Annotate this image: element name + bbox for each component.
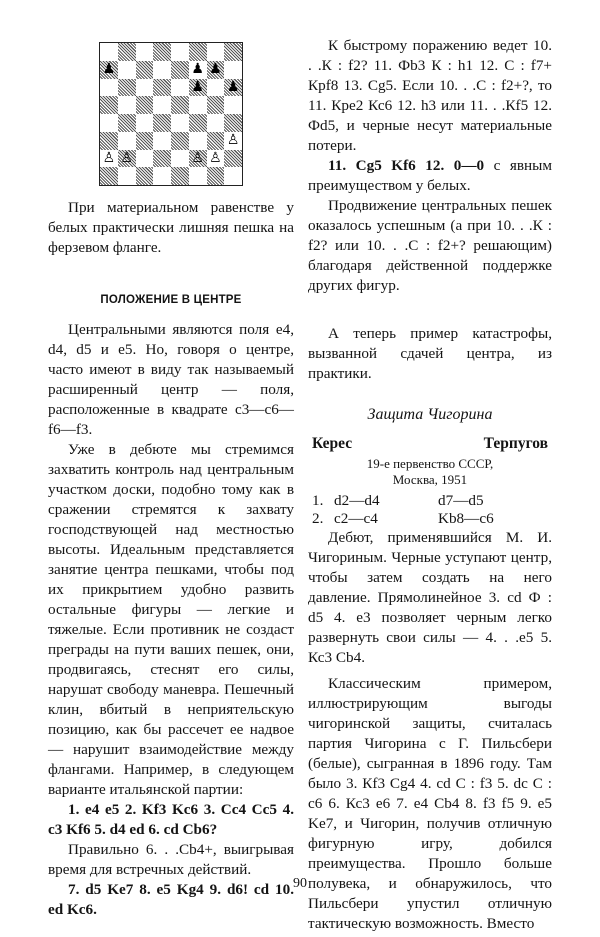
section-heading: ПОЛОЖЕНИЕ В ЦЕНТРЕ [100, 294, 242, 306]
right-column [308, 36, 552, 934]
board-square [118, 96, 136, 114]
paragraph: Правильно 6. . .Cb4+, выигрывая время для встречных действий. [48, 841, 294, 878]
diagram-caption: При материальном равенстве у белых практически лишняя пешка на ферзевом фланге. [48, 199, 294, 256]
board-square [171, 79, 189, 97]
white-pawn-icon: ♙ [209, 149, 222, 166]
move-number: 2. [312, 510, 324, 527]
board-square [153, 61, 171, 79]
board-square [136, 132, 154, 150]
board-square [171, 114, 189, 132]
board-square [207, 96, 225, 114]
left-column [48, 36, 294, 920]
white-pawn-icon: ♙ [120, 149, 133, 166]
board-square [189, 96, 207, 114]
board-square [189, 132, 207, 150]
board-square [207, 167, 225, 185]
players-row [308, 434, 552, 454]
white-pawn-icon: ♙ [102, 149, 116, 166]
board-square [189, 114, 207, 132]
move-line: 7. d5 Ke7 8. e5 Kg4 9. d6! cd 10. ed Kc6. [48, 881, 294, 918]
black-move: d7—d5 [438, 492, 484, 509]
board-square [118, 114, 136, 132]
opening-title: Защита Чигорина [367, 406, 493, 423]
board-square [136, 79, 154, 97]
black-player: Терпугов [483, 435, 548, 452]
white-move: d2—d4 [334, 492, 380, 509]
white-pawn-icon: ♙ [191, 149, 204, 166]
board-square [207, 79, 225, 97]
white-pawn-icon: ♙ [226, 131, 240, 148]
paragraph: Классическим примером, иллюстрирующим выгоды чигоринской защиты, считалась партия Чигорина с Г. Пильсбери (белые), сыгранная в 1896 году. Там было 3. Кf3 Cg4 4. cd С : f3 5. dc С : c6 6. Кс3 e6 7. e4 Cb4 8. f3 f5 9. e5 Ke7, и Чигорин, получив отличную фигурную игру, добился преимущества. Прошло больше полувека, и обнаружилось, что Пильсбери упустил отличную тактическую возможность. Вместо [308, 675, 552, 932]
board-square [207, 43, 225, 61]
board-square [100, 132, 118, 150]
board-square [171, 43, 189, 61]
move-line: 1. e4 e5 2. Kf3 Kc6 3. Cc4 Cc5 4. c3 Kf6 5. d4 ed 6. cd Cb6? [48, 801, 294, 838]
board-square [153, 167, 171, 185]
black-pawn-icon: ♟ [191, 78, 204, 95]
moves-table [308, 492, 552, 528]
board-square [100, 79, 118, 97]
move-line-bold: 11. Cg5 Kf6 12. 0—0 [328, 157, 485, 174]
paragraph: Центральными являются поля e4, d4, d5 и e5. Но, говоря о центре, часто имеют в виду так называемый расширенный центр — поля, расположенные в квадрате c3—c6—f6—f3. [48, 321, 294, 438]
board-square [224, 114, 242, 132]
board-square [224, 150, 242, 168]
board-square [153, 150, 171, 168]
move-line-tail: с явным преимуществом у белых. [308, 157, 552, 194]
board-square [189, 43, 207, 61]
event-info: 19-е первенство СССР, Москва, 1951 [366, 456, 494, 487]
paragraph: К быстрому поражению ведет 10. . .К : f2? 11. Фb3 К : h1 12. С : f7+ Крf8 13. Cg5. Если 10. . .С : f2+?, то 11. Кре2 Кс6 12. h3 или 11. . .Кf5 12. Фd5, и черные несут материальные потери. [308, 37, 552, 154]
black-pawn-icon: ♟ [102, 60, 116, 77]
board-square [118, 79, 136, 97]
paragraph: Уже в дебюте мы стремимся захватить контроль над центральным участком доски, подобно тому как в сражении стремятся к захвату господствующей над местностью высоты. Идеальным представляется занятие центра пешками, чтобы под их прикрытием удобно развить остальные фигуры — легкие и тяжелые. Если противник не создаст преграды на пути ваших пешек, они, продвигаясь, стеснят его силы, нарушат свободу маневра. Пешечный клин, вбитый в неприятельскую позицию, как бы рассечет ее надвое — нарушит взаимодействие между флангами. Например, в следующем варианте итальянской партии: [48, 441, 294, 798]
board-square [224, 61, 242, 79]
board-square [207, 132, 225, 150]
page-number: 90 [293, 876, 307, 891]
board-square [136, 96, 154, 114]
board-square [207, 114, 225, 132]
board-square [171, 96, 189, 114]
board-square [171, 132, 189, 150]
board-square [100, 114, 118, 132]
white-move: c2—c4 [334, 510, 378, 527]
black-pawn-icon: ♟ [226, 78, 240, 95]
board-square [118, 61, 136, 79]
board-square [136, 150, 154, 168]
board-square [153, 114, 171, 132]
chess-board [100, 43, 242, 185]
board-square [171, 167, 189, 185]
black-pawn-icon: ♟ [191, 60, 204, 77]
board-square [100, 96, 118, 114]
paragraph: А теперь пример катастрофы, вызванной сдачей центра, из практики. [308, 325, 552, 382]
board-square [100, 167, 118, 185]
paragraph: Дебют, применявшийся М. И. Чигориным. Черные уступают центр, чтобы затем создать на него давление. Прямолинейное 3. cd Ф : d5 4. e3 позволяет черным легко развернуть свои силы — 4. . .e5 5. Кс3 Сb4. [308, 529, 552, 666]
board-square [153, 79, 171, 97]
black-pawn-icon: ♟ [209, 60, 222, 77]
board-square [136, 114, 154, 132]
board-square [189, 167, 207, 185]
board-square [224, 167, 242, 185]
paragraph: Продвижение центральных пешек оказалось успешным (а при 10. . .К : f2? или 10. . .С : f2+? решающим) благодаря действенной поддержке других фигур. [308, 197, 552, 294]
board-square [224, 96, 242, 114]
white-player: Керес [312, 435, 353, 452]
board-square [136, 61, 154, 79]
board-square [224, 43, 242, 61]
board-square [118, 132, 136, 150]
board-square [171, 61, 189, 79]
board-square [153, 96, 171, 114]
board-square [118, 167, 136, 185]
board-square [100, 43, 118, 61]
board-square [153, 43, 171, 61]
black-move: Kb8—c6 [438, 510, 494, 527]
chess-diagram [99, 42, 243, 186]
board-square [153, 132, 171, 150]
move-number: 1. [312, 492, 324, 509]
board-square [118, 43, 136, 61]
board-square [171, 150, 189, 168]
board-square [136, 167, 154, 185]
board-square [136, 43, 154, 61]
move-line [308, 156, 552, 196]
